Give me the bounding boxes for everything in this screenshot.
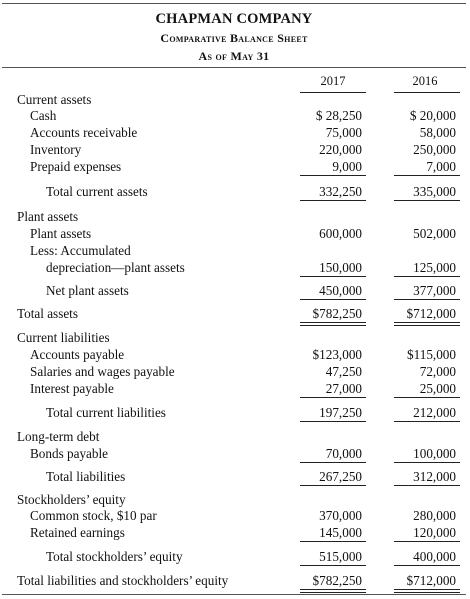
table-row [2,524,466,541]
row-label: Stockholders’ equity [17,492,126,507]
row-label: Accounts payable [30,347,125,362]
balance-sheet [2,3,466,595]
row-label: Salaries and wages payable [30,364,175,379]
table-row [2,346,466,363]
row-label: Total assets [17,306,78,321]
value-2016: 312,000 [413,469,456,484]
underline [394,565,460,566]
row-label: Cash [30,108,57,123]
value-2016: $115,000 [407,347,456,362]
underline [394,421,460,422]
column-header-2017: 2017 [320,74,346,88]
value-2016: $712,000 [406,573,456,588]
value-2016: 400,000 [413,549,456,564]
row-label: Retained earnings [30,525,125,540]
underline [394,485,460,486]
table-row [2,548,466,565]
value-2017: 75,000 [325,125,362,140]
row-label: Plant assets [30,226,92,241]
value-2016: 335,000 [413,184,456,199]
table-row [2,305,466,322]
top-rule [2,3,466,4]
value-2017: 150,000 [319,260,362,275]
underline [300,421,366,422]
value-2016: 58,000 [419,125,456,140]
table-row [2,91,466,108]
statement-header [2,9,466,65]
row-label: Common stock, $10 par [30,508,157,523]
row-label: Current liabilities [17,330,110,345]
column-header-2016: 2016 [412,74,438,88]
row-label: Bonds payable [30,446,109,461]
double-underline [394,322,460,323]
table-row [2,468,466,485]
table-row [2,225,466,242]
row-label: Net plant assets [46,283,129,298]
underline [300,462,366,463]
value-2016: 250,000 [413,142,456,157]
row-label: Prepaid expenses [30,159,122,174]
table-row [2,329,466,346]
value-2017: 450,000 [319,283,362,298]
underline [300,485,366,486]
row-label: Plant assets [17,209,79,224]
value-2017: 70,000 [325,446,362,461]
double-underline [300,325,366,326]
row-label: Total liabilities and stockholders’ equity [17,573,229,588]
table-row [2,445,466,462]
underline [300,299,366,300]
table-row [2,242,466,259]
table-row [2,107,466,124]
value-2016: 100,000 [413,446,456,461]
table-row [2,282,466,299]
value-2017: $123,000 [312,347,362,362]
underline [394,175,460,176]
value-2016: $ 20,000 [409,108,456,123]
value-2017: 197,250 [319,405,362,420]
value-2017: 332,250 [319,184,362,199]
bottom-rule [2,594,466,595]
value-2016: 502,000 [413,226,456,241]
row-label: Total current assets [46,184,148,199]
value-2017: 9,000 [332,159,362,174]
underline [300,200,366,201]
value-2017: 515,000 [319,549,362,564]
table-row [2,158,466,175]
value-2017: 370,000 [319,508,362,523]
table-row [2,208,466,225]
row-label: Accounts receivable [30,125,138,140]
value-2017: $ 28,250 [315,108,362,123]
table-row [2,572,466,589]
underline [394,462,460,463]
table-row [2,363,466,380]
underline [394,299,460,300]
row-label: Total stockholders’ equity [46,549,183,564]
value-2016: 212,000 [413,405,456,420]
row-label: Current assets [17,92,92,107]
table-row [2,183,466,200]
value-2017: $782,250 [312,306,362,321]
underline [394,276,460,277]
value-2016: 25,000 [419,381,456,396]
value-2017: 27,000 [325,381,362,396]
table-row [2,124,466,141]
table-row [2,404,466,421]
underline [394,200,460,201]
table-row [2,428,466,445]
table-row [2,507,466,524]
value-2016: 280,000 [413,508,456,523]
double-underline [300,322,366,323]
double-underline [394,589,460,590]
table-row [2,380,466,397]
value-2017: 145,000 [319,525,362,540]
double-underline [300,592,366,593]
statement-title: Comparative Balance Sheet [160,31,308,45]
row-label: Interest payable [30,381,114,396]
header-rule [2,67,466,68]
row-label: Total liabilities [46,469,126,484]
row-label: Inventory [30,142,82,157]
row-label: Long-term debt [17,429,100,444]
value-2017: 220,000 [319,142,362,157]
double-underline [394,592,460,593]
underline [394,397,460,398]
table-row [2,491,466,508]
row-label: depreciation—plant assets [46,260,185,275]
underline [300,276,366,277]
value-2016: $712,000 [406,306,456,321]
underline [300,175,366,176]
value-2017: 267,250 [319,469,362,484]
underline [300,565,366,566]
row-label: Total current liabilities [46,405,166,420]
row-label: Less: Accumulated [30,243,131,258]
value-2016: 72,000 [419,364,456,379]
value-2016: 377,000 [413,283,456,298]
statement-date: As of May 31 [198,49,270,63]
value-2016: 125,000 [413,260,456,275]
value-2016: 7,000 [426,159,456,174]
underline [394,541,460,542]
double-underline [300,589,366,590]
underline [300,541,366,542]
value-2016: 120,000 [413,525,456,540]
company-name: CHAPMAN COMPANY [155,11,313,27]
underline [300,397,366,398]
table-row [2,141,466,158]
value-2017: 600,000 [319,226,362,241]
value-2017: 47,250 [325,364,362,379]
table-row [2,259,466,276]
double-underline [394,325,460,326]
value-2017: $782,250 [312,573,362,588]
